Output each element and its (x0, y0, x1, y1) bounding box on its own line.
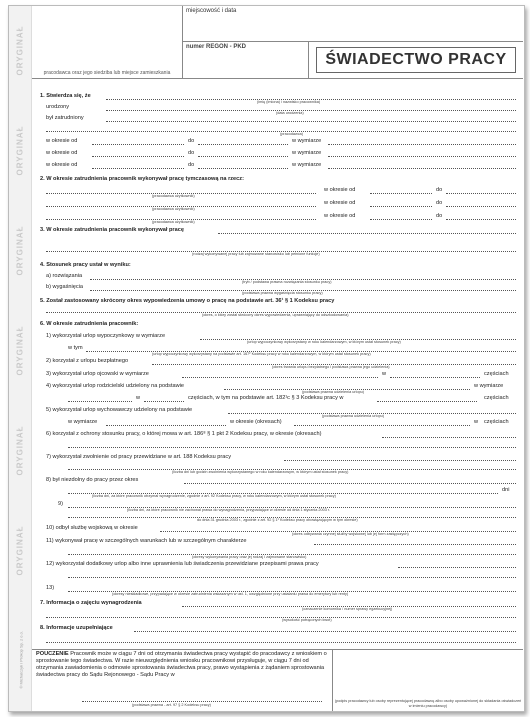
s2-from-label: w okresie od (324, 213, 356, 219)
s6-i2-caption: (okres trwania urlopu bezpłatnego i podstawa prawna jego udzielenia) (272, 365, 390, 369)
employer-field[interactable] (106, 121, 516, 122)
side-stripe (9, 6, 32, 711)
dimension-label: w wymiarze (292, 162, 322, 168)
s6-i9-caption-2: do dnia 31 grudnia 2003 r., zgodnie z art. 92 § 1¹ Kodeksu pracy obowiązującym w tym okresie) (197, 518, 358, 522)
birth-caption: (data urodzenia) (276, 111, 304, 115)
period-to-field[interactable] (198, 168, 288, 169)
s2-to-field[interactable] (446, 206, 516, 207)
s2-to-field[interactable] (446, 219, 516, 220)
dimension-field[interactable] (328, 168, 516, 169)
instruction-text (32, 649, 332, 681)
employer-caption: pracodawca oraz jego siedziba lub miejsce zamieszkania (43, 70, 171, 76)
title-area (309, 42, 523, 78)
watermark-label: ORYGINAŁ (15, 525, 25, 576)
certificate-sheet (8, 5, 525, 712)
s2-from-field[interactable] (370, 193, 432, 194)
watermark-label: ORYGINAŁ (15, 325, 25, 376)
s2-user-caption: (pracodawca użytkownik) (152, 194, 195, 198)
court-field[interactable] (82, 701, 322, 702)
birth-date-field[interactable] (106, 110, 516, 111)
s6-i4-caption: (podstawa prawna udzielenia urlopu) (302, 390, 365, 394)
s6-i8-label: 8) był niezdolny do pracy przez okres (46, 477, 139, 483)
additional-info-field[interactable] (134, 631, 516, 632)
dimension-field[interactable] (328, 144, 516, 145)
s6-i8-caption: (liczba dni, za które pracownik otrzymał wynagrodzenie, zgodnie z art. 92 Kodeksu pracy, w roku kalendarzowym, w którym ustał stosunek pracy) (92, 494, 336, 498)
s6-i5b-mid: w okresie (okresach) (230, 419, 282, 425)
form-body (32, 78, 523, 650)
period-from-field[interactable] (92, 156, 184, 157)
employer-stamp-box[interactable] (32, 6, 183, 78)
s6-i11-label: 11) wykonywał pracę w szczególnych warunkach lub w szczególnym charakterze (46, 538, 247, 544)
dimension-label: w wymiarze (292, 150, 322, 156)
s6-i5b-label: w wymiarze (68, 419, 98, 425)
additional-leave-field-2[interactable] (68, 577, 516, 578)
document-title: ŚWIADECTWO PRACY (316, 47, 515, 73)
period-to-field[interactable] (198, 144, 288, 145)
s6-i10-label: 10) odbył służbę wojskową w okresie (46, 525, 138, 531)
s5-caption: (okres, o który został skrócony okres wypowiedzenia, uprawniający do odszkodowania) (202, 313, 349, 317)
s6-i4b-label: częściach, w tym na podstawie art. 182¹c § 3 Kodeksu pracy w (188, 395, 344, 401)
parental-182-field[interactable] (377, 401, 477, 402)
period-from-label: w okresie od (46, 150, 78, 156)
s6-i2-label: 2) korzystał z urlopu bezpłatnego (46, 358, 129, 364)
period-from-label: w okresie od (46, 138, 78, 144)
s6-i3-end: częściach (484, 371, 509, 377)
publisher-note: © Michalczyk i Prokop Sp. z o.o. (18, 631, 24, 689)
instruction-lead: POUCZENIE (36, 651, 69, 657)
dimension-label: w wymiarze (292, 138, 322, 144)
release-188-field[interactable] (284, 460, 516, 461)
period-to-field[interactable] (198, 156, 288, 157)
additional-info-field-2[interactable] (46, 642, 516, 643)
watermark-label: ORYGINAŁ (15, 225, 25, 276)
s7-label: 7. Informacja o zajęciu wynagrodzenia (40, 600, 142, 606)
s6-i9-label: 9) (58, 501, 63, 507)
sickness-field[interactable] (184, 483, 516, 484)
s6-i13-caption: (okresy nieskładkowe, przypadające w okresie zatrudnienia wskazanym w ust. 1, uwzględnione przy ustalaniu prawa do emerytury lub renty) (112, 592, 349, 596)
s2-from-label: w okresie od (324, 187, 356, 193)
s2-to-label: do (436, 200, 443, 206)
dimension-field[interactable] (328, 156, 516, 157)
instruction-caption: (podstawa prawna - art. 97 § 2 Kodeksu pracy) (132, 703, 211, 707)
period-to-label: do (188, 150, 195, 156)
s6-i1-label: 1) wykorzystał urlop wypoczynkowy w wymiarze (46, 333, 166, 339)
s2-from-field[interactable] (370, 206, 432, 207)
s3-caption: (rodzaj wykonywanej pracy lub zajmowane stanowisko lub pełnione funkcje) (192, 252, 320, 256)
period-to-label: do (188, 162, 195, 168)
paternity-parts-field[interactable] (390, 377, 480, 378)
watermark-label: ORYGINAŁ (15, 425, 25, 476)
parental-dimension-field[interactable] (68, 401, 132, 402)
protection-field[interactable] (382, 437, 516, 438)
s8-label: 8. Informacje uzupełniające (40, 625, 113, 631)
s1-name-caption: (imię (imiona) i nazwisko pracownika) (257, 100, 321, 104)
paternity-field[interactable] (182, 377, 378, 378)
s2-user-caption: (pracodawca użytkownik) (152, 207, 195, 211)
additional-leave-field[interactable] (398, 567, 516, 568)
s2-to-label: do (436, 213, 443, 219)
period-from-field[interactable] (92, 144, 184, 145)
s2-from-label: w okresie od (324, 200, 356, 206)
s3-label: 3. W okresie zatrudnienia pracownik wykonywał pracę (40, 227, 184, 233)
s6-label: 6. W okresie zatrudnienia pracownik: (40, 321, 139, 327)
s7-caption-2: (wysokość potrąconych kwot) (282, 618, 332, 622)
s5-label: 5. Został zastosowany skrócony okres wypowiedzenia umowy o pracę na podstawie art. 36¹ § 1 Kodeksu pracy (40, 298, 335, 304)
s2-user-caption: (pracodawca użytkownik) (152, 220, 195, 224)
period-from-label: w okresie od (46, 162, 78, 168)
s6-i3-label: 3) wykorzystał urlop ojcowski w wymiarze (46, 371, 149, 377)
regon-field[interactable] (183, 42, 309, 78)
period-from-field[interactable] (92, 168, 184, 169)
signature-caption: (podpis pracodawcy lub osoby reprezentującej pracodawcę albo osoby upoważnionej do składania oświadczeń w imieniu pracodawcy) (334, 699, 522, 708)
s6-i4-label: 4) wykorzystał urlop rodzicielski udzielony na podstawie (46, 383, 185, 389)
s6-i7-label: 7) wykorzystał zwolnienie od pracy przewidziane w art. 188 Kodeksu pracy (46, 454, 231, 460)
s6-i5-caption: (podstawa prawna udzielenia urlopu) (322, 414, 385, 418)
watermark-label: ORYGINAŁ (15, 25, 25, 76)
place-date-label: miejscowość i data (186, 8, 237, 14)
s1-label: 1. Stwierdza się, że (40, 93, 91, 99)
s4-a-caption: (tryb / podstawa prawna rozwiązania stosunku pracy) (242, 280, 332, 284)
childcare-period-field[interactable] (294, 425, 470, 426)
s4-b-label: b) wygaśnięcia (46, 284, 83, 290)
s6-i13-label: 13) (46, 585, 55, 591)
s4-a-label: a) rozwiązania (46, 273, 83, 279)
s6-i5b-w: w (474, 419, 479, 425)
s6-i8-dni: dni (502, 487, 510, 493)
born-label: urodzony (46, 104, 70, 110)
s6-i9-caption: (liczba dni, za które pracownik nie zachował prawa do wynagrodzenia, przypadające w okresie od dnia 1 stycznia 2003 r. (127, 508, 331, 512)
s6-i12-label: 12) wykorzystał dodatkowy urlop albo inne uprawnienia lub świadczenia przewidziane przepisami prawa pracy (46, 561, 319, 567)
place-date-field[interactable] (183, 6, 523, 42)
s6-i7-caption: (liczba dni lub godzin zwolnienia wykorzystanego w roku kalendarzowym, w którym ustał stosunek pracy) (172, 470, 349, 474)
s6-i1-caption: (urlop wypoczynkowy wykorzystany w roku kalendarzowym, w którym ustał stosunek pracy) (247, 340, 401, 344)
s6-i10-caption: (okres odbywania czynnej służby wojskowej lub jej form zastępczych) (292, 532, 409, 536)
signature-box[interactable] (333, 649, 523, 711)
footer (32, 649, 523, 711)
s6-i4b-end: częściach (484, 395, 509, 401)
protection-field-2[interactable] (68, 447, 516, 448)
s6-i6-label: 6) korzystał z ochrony stosunku pracy, o której mowa w art. 186⁸ § 1 pkt 2 Kodeksu pracy, w okresie (okresach) (46, 431, 322, 437)
s6-i5b-end: częściach (484, 419, 509, 425)
s2-to-field[interactable] (446, 193, 516, 194)
s2-label: 2. W okresie zatrudnienia pracownik wykonywał pracę tymczasową na rzecz: (40, 176, 244, 182)
s6-i1b-caption: (urlop wypoczynkowy wykorzystany na podstawie art. 167² Kodeksu pracy w roku kalendarzowym, w którym ustał stosunek pracy) (152, 352, 371, 356)
s2-from-field[interactable] (370, 219, 432, 220)
s4-label: 4. Stosunek pracy ustał w wyniku: (40, 262, 131, 268)
s6-i4-end: w wymiarze (474, 383, 504, 389)
s6-i11-caption: (okresy wykonywania pracy oraz jej rodzaj i zajmowane stanowisko) (192, 555, 307, 559)
period-to-label: do (188, 138, 195, 144)
s6-i4b-w: w (136, 395, 141, 401)
s6-i1b-label: w tym (68, 345, 83, 351)
watermark-label: ORYGINAŁ (15, 125, 25, 176)
s6-i3-w: w (382, 371, 387, 377)
employed-label: był zatrudniony (46, 115, 84, 121)
s7-caption: (oznaczenie komornika / numer sprawy egzekucyjnej) (302, 607, 393, 611)
instruction-box (32, 649, 333, 711)
special-conditions-field[interactable] (314, 544, 516, 545)
instruction-body: Pracownik może w ciągu 7 dni od otrzymania świadectwa pracy wystąpić do pracodawcy z wnioskiem o sprostowanie tego świadectwa. W razie nieuwzględnienia wniosku pracownikowi przysługuje, w ciągu 7 dni od otrzymania zawiadomienia o odmowie sprostowania świadectwa pracy, prawo wystąpienia z żądaniem sprostowania świadectwa pracy do Sądu Rejonowego - Sądu Pracy w (36, 651, 327, 678)
regon-label: numer REGON - PKD (186, 44, 247, 50)
employer-caption-2: (pracodawca) (280, 132, 304, 136)
s2-to-label: do (436, 187, 443, 193)
childcare-dimension-field[interactable] (106, 425, 226, 426)
garnishment-field-2[interactable] (46, 617, 516, 618)
parental-parts-field[interactable] (144, 401, 184, 402)
s6-i5-label: 5) wykorzystał urlop wychowawczy udzielony na podstawie (46, 407, 193, 413)
job-field[interactable] (218, 233, 516, 234)
s4-b-caption: (podstawa prawna wygaśnięcia stosunku pracy) (242, 291, 323, 295)
